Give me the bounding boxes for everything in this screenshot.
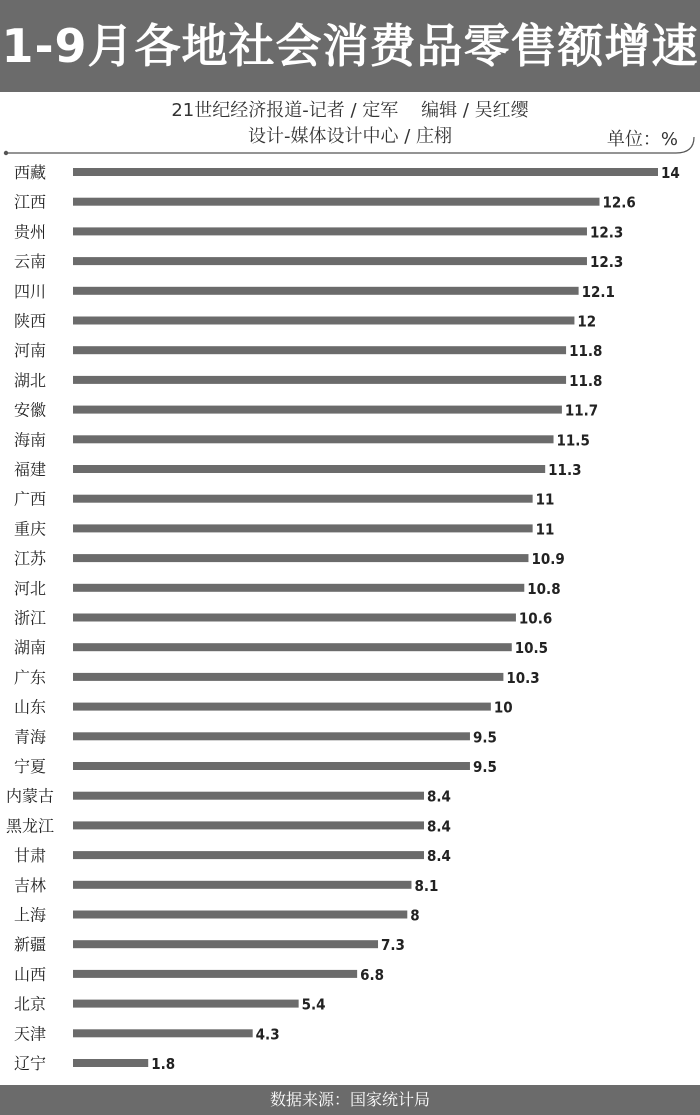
category-label: 安徽 xyxy=(13,400,47,420)
bar xyxy=(73,554,528,562)
category-label: 新疆 xyxy=(13,935,47,955)
credit-designer: 设计-媒体设计中心 / 庄栩 xyxy=(247,126,452,147)
bar xyxy=(73,643,512,651)
value-label: 11.3 xyxy=(548,461,582,479)
bar xyxy=(73,703,491,711)
category-label: 湖北 xyxy=(13,370,47,390)
bar xyxy=(73,614,516,622)
value-label: 7.3 xyxy=(381,936,405,955)
bar xyxy=(73,1000,299,1008)
category-label: 内蒙古 xyxy=(5,786,55,806)
value-label: 1.8 xyxy=(151,1055,176,1073)
bar-chart xyxy=(0,155,700,1080)
value-label: 10.6 xyxy=(518,609,553,628)
value-label: 12.1 xyxy=(581,282,615,301)
category-label: 海南 xyxy=(13,430,47,450)
category-label: 天津 xyxy=(13,1024,47,1044)
value-label: 10 xyxy=(493,698,513,717)
category-label: 四川 xyxy=(13,281,47,301)
value-label: 14 xyxy=(661,164,680,182)
credit-reporter-editor: 21世纪经济报道-记者 / 定军 编辑 / 吴红缨 xyxy=(171,100,529,121)
category-label: 河北 xyxy=(13,578,47,598)
category-label: 浙江 xyxy=(13,608,47,628)
value-label: 12.6 xyxy=(602,193,636,212)
value-label: 9.5 xyxy=(472,758,497,776)
value-label: 11.5 xyxy=(556,431,590,450)
category-label: 青海 xyxy=(13,727,47,747)
bar xyxy=(73,732,470,740)
bar xyxy=(73,198,600,206)
bar xyxy=(73,376,566,384)
bar xyxy=(73,227,587,235)
value-label: 9.5 xyxy=(472,728,497,747)
value-label: 6.8 xyxy=(360,965,385,984)
value-label: 10.8 xyxy=(527,579,561,598)
value-label: 11 xyxy=(535,520,555,539)
category-label: 云南 xyxy=(13,252,47,272)
category-label: 山东 xyxy=(13,697,47,717)
bar xyxy=(73,406,562,414)
value-label: 8.4 xyxy=(427,787,451,806)
category-label: 辽宁 xyxy=(13,1054,47,1073)
bar xyxy=(73,584,524,592)
bar xyxy=(73,1059,148,1067)
value-label: 8.1 xyxy=(414,876,439,895)
category-label: 黑龙江 xyxy=(5,816,55,836)
category-label: 甘肃 xyxy=(13,846,47,866)
category-label: 贵州 xyxy=(13,222,47,242)
bar xyxy=(73,940,378,948)
bar xyxy=(73,1029,253,1037)
category-label: 北京 xyxy=(13,994,47,1014)
category-label: 湖南 xyxy=(13,638,47,658)
bar xyxy=(73,317,574,325)
category-label: 陕西 xyxy=(13,311,47,331)
bar xyxy=(73,851,424,859)
category-label: 广西 xyxy=(13,489,47,509)
category-label: 西藏 xyxy=(13,163,47,182)
footer-bar xyxy=(0,1085,700,1115)
bar xyxy=(73,911,407,919)
bar xyxy=(73,287,579,295)
unit-label: 单位：% xyxy=(606,129,678,150)
bar xyxy=(73,168,658,176)
bar xyxy=(73,762,470,770)
bar xyxy=(73,495,533,503)
value-label: 8.4 xyxy=(427,847,451,866)
bar xyxy=(73,821,424,829)
category-label: 江西 xyxy=(13,192,47,212)
value-label: 11 xyxy=(535,490,555,509)
value-label: 4.3 xyxy=(255,1025,280,1044)
category-label: 宁夏 xyxy=(13,757,47,776)
bar xyxy=(73,257,587,265)
category-label: 广东 xyxy=(13,667,47,687)
bar xyxy=(73,970,357,978)
bar xyxy=(73,792,424,800)
bar xyxy=(73,524,533,532)
category-label: 上海 xyxy=(13,905,47,925)
value-label: 12.3 xyxy=(589,223,624,242)
value-label: 8 xyxy=(410,906,420,925)
value-label: 10.9 xyxy=(531,550,565,569)
bar xyxy=(73,673,503,681)
data-source: 数据来源：国家统计局 xyxy=(269,1090,430,1109)
page-title: 1-9月各地社会消费品零售额增速 xyxy=(1,19,699,73)
bar xyxy=(73,435,554,443)
value-label: 8.4 xyxy=(427,817,451,836)
category-label: 河南 xyxy=(13,341,47,361)
category-label: 江苏 xyxy=(13,549,47,569)
value-label: 10.5 xyxy=(514,639,549,658)
value-label: 11.8 xyxy=(569,371,603,390)
category-label: 山西 xyxy=(13,964,47,984)
bar xyxy=(73,465,545,473)
bar xyxy=(73,881,411,889)
value-label: 11.8 xyxy=(569,342,603,361)
value-label: 12.3 xyxy=(589,253,624,272)
value-label: 10.3 xyxy=(506,668,540,687)
value-label: 11.7 xyxy=(564,401,599,420)
value-label: 5.4 xyxy=(301,995,326,1014)
credits xyxy=(0,98,700,150)
category-label: 福建 xyxy=(13,460,47,479)
category-label: 吉林 xyxy=(13,875,47,895)
bar xyxy=(73,346,566,354)
value-label: 12 xyxy=(577,312,597,331)
category-label: 重庆 xyxy=(13,519,47,539)
